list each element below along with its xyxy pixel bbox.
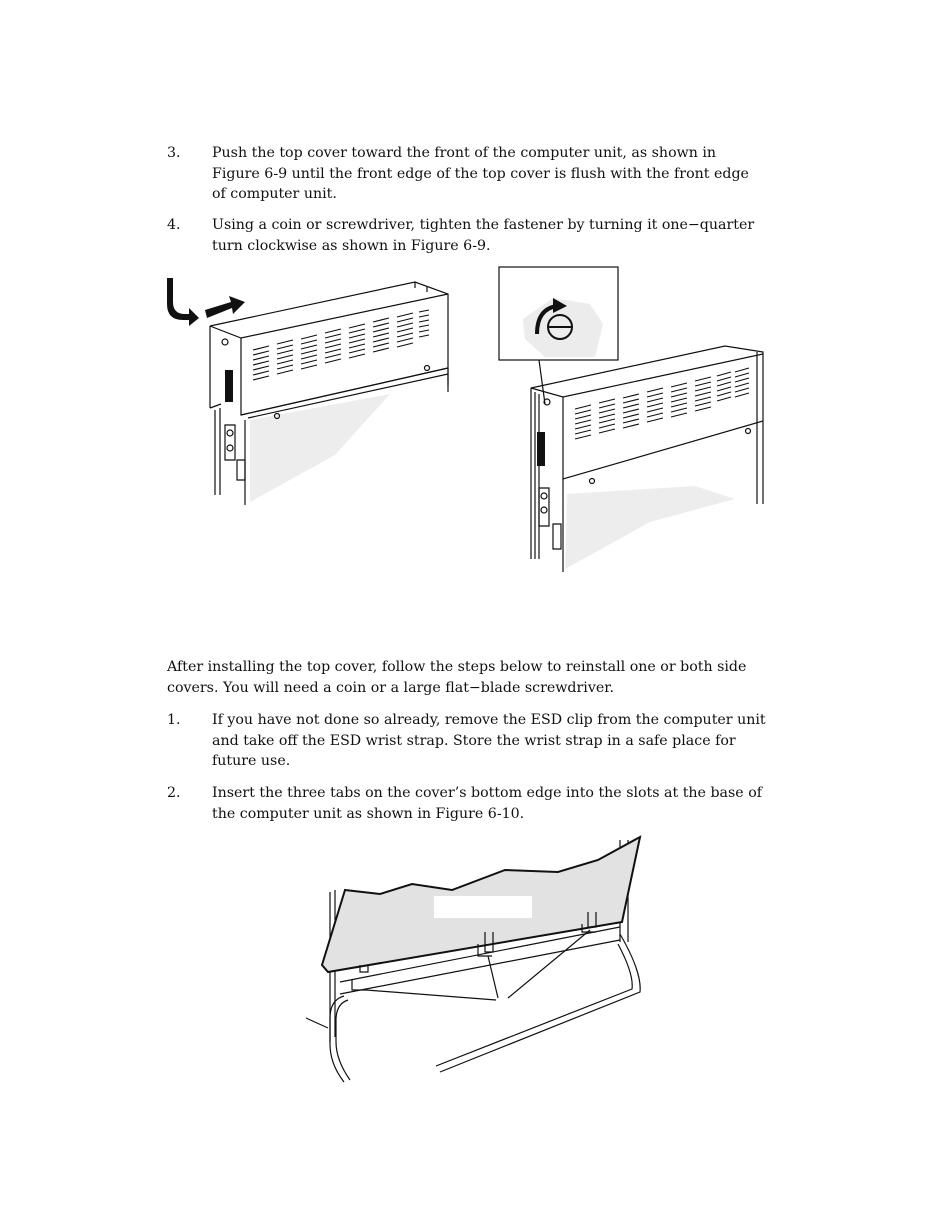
vent-slots xyxy=(253,310,429,380)
step-3 xyxy=(167,143,787,205)
step-2 xyxy=(167,783,787,824)
step-text: Using a coin or screwdriver, tighten the fastener by turning it one−quarter turn clockwise as shown in Figure 6-9. xyxy=(212,217,755,254)
curved-arrow-icon xyxy=(167,278,199,326)
figure-6-9-right xyxy=(495,264,770,574)
step-number: 1. xyxy=(167,712,181,728)
figure-6-9-left xyxy=(165,270,460,515)
step-text: Push the top cover toward the front of the computer unit, as shown in Figure 6-9 until the front edge of the top cover is flush with the front edge of computer unit. xyxy=(212,145,749,202)
step-number: 3. xyxy=(167,145,181,161)
push-arrow-icon xyxy=(205,296,245,318)
vent-slots xyxy=(575,368,749,439)
step-text: Insert the three tabs on the cover’s bottom edge into the slots at the base of the computer unit as shown in Figure 6-10. xyxy=(212,785,762,822)
step-4 xyxy=(167,215,787,256)
step-number: 4. xyxy=(167,217,181,233)
step-1 xyxy=(167,710,787,772)
intro-paragraph: After installing the top cover, follow the steps below to reinstall one or both side covers. You will need a coin or a large flat−blade screwdriver. xyxy=(167,659,747,696)
figure-6-10 xyxy=(300,832,650,1087)
step-text: If you have not done so already, remove the ESD clip from the computer unit and take off the ESD wrist strap. Store the wrist strap in a safe place for future use. xyxy=(212,712,766,769)
step-number: 2. xyxy=(167,785,181,801)
